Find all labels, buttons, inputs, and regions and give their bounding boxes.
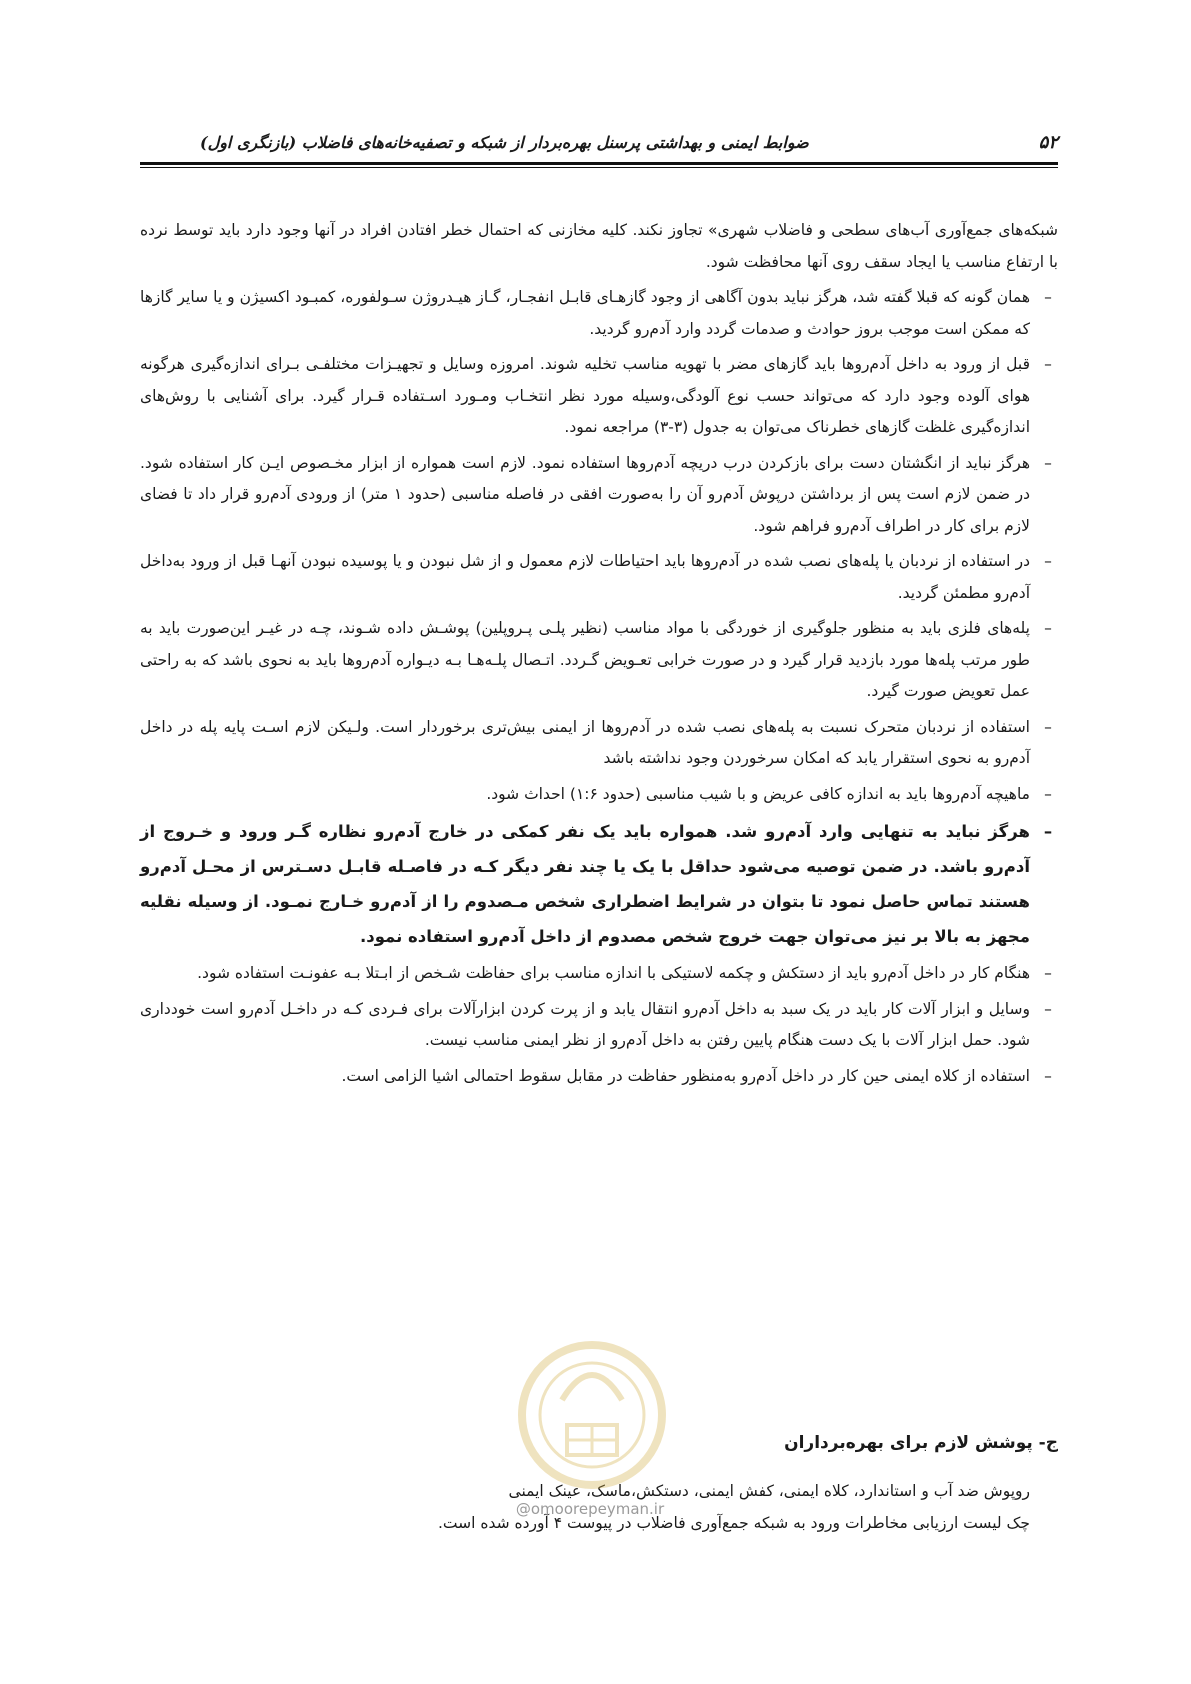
bullet-dash: – bbox=[1043, 822, 1053, 841]
list-item bbox=[140, 448, 1058, 543]
list-item bbox=[140, 1061, 1058, 1093]
watermark-logo bbox=[492, 1330, 692, 1500]
list-item-text: هنگام کار در داخل آدم‌رو باید از دستکش و چکمه لاستیکی با اندازه مناسب برای حفاظت شـخص از ابـتلا بـه عفونـت استفاده شود. bbox=[197, 964, 1030, 982]
safety-list bbox=[140, 282, 1058, 1092]
list-item bbox=[140, 546, 1058, 609]
section-line-checklist: چک لیست ارزیابی مخاطرات ورود به شبکه جمع‌آوری فاضلاب در پیوست ۴ آورده شده است. bbox=[438, 1513, 1030, 1532]
watermark-mark bbox=[562, 1375, 622, 1400]
body-text bbox=[140, 215, 1058, 1096]
bullet-dash: – bbox=[1044, 717, 1052, 736]
bullet-dash: – bbox=[1044, 453, 1052, 472]
list-item-text: همان گونه که قبلا گفته شد، هرگز نباید بدون آگاهی از وجود گازهـای قابـل انفجـار، گـاز هیـدروژن سـولفوره، کمبـود اکسیژن و یا سایر گازها که ممکن است موجب بروز حوادث و صدمات گردد وارد آدم‌رو گردید. bbox=[140, 288, 1030, 338]
page-number: ۵۲ bbox=[1038, 132, 1058, 153]
list-item-text: استفاده از نردبان متحرک نسبت به پله‌های نصب شده در آدم‌روها از ایمنی بیش‌تری برخوردار است. ولـیکن لازم اسـت پایه پله در داخل آدم‌رو به نحوی استقرار یابد که امکان سرخوردن وجود نداشته باشد bbox=[140, 717, 1030, 767]
running-header bbox=[140, 128, 1058, 158]
watermark-text: @omoorepeyman.ir bbox=[515, 1500, 665, 1518]
list-item-text: پله‌های فلزی باید به منظور جلوگیری از خوردگی با مواد مناسب (نظیر پلـی پـروپلین) پوشـش داده شـوند، چـه در غیـر این‌صورت باید به طور مرتب پله‌ها مورد بازدید قرار گیرد و در صورت خرابی تعـویض گـردد. اتـصال پلـه‌هـا بـه دیـواره آدم‌روها باید به نحوی باشد که به راحتی عمل تعویض صورت گیرد. bbox=[140, 619, 1030, 700]
list-item bbox=[140, 814, 1058, 954]
intro-paragraph: شبکه‌های جمع‌آوری آب‌های سطحی و فاضلاب شهری» تجاوز نکند. کلیه مخازنی که احتمال خطر افتادن افراد در آنها وجود دارد باید توسط نرده با ارتفاع مناسب یا ایجاد سقف روی آنها محافظت شود. bbox=[140, 221, 1058, 271]
bullet-dash: – bbox=[1044, 964, 1052, 982]
bullet-dash: – bbox=[1044, 999, 1052, 1018]
list-item bbox=[140, 994, 1058, 1057]
watermark-ring bbox=[522, 1345, 662, 1485]
header-title: ضوابط ایمنی و بهداشتی پرسنل بهره‌بردار از شبکه و تصفیه‌خانه‌های فاضلاب (بازنگری اول) bbox=[200, 133, 809, 152]
list-item-text: قبل از ورود به داخل آدم‌روها باید گازهای مضر با تهویه مناسب تخلیه شوند. امروزه وسایل و تجهیـزات مختلفـی بـرای اندازه‌گیری هرگونه هوای آلوده وجود دارد که می‌تواند حسب نوع آلودگی،وسیله مورد نظر انتخـاب ومـورد اسـتفاده قـرار گیرد. برای آشنایی با روش‌های اندازه‌گیری غلظت گازهای خطرناک می‌توان به جدول (۳-۳) مراجعه نمود. bbox=[140, 355, 1030, 436]
section-heading: ج- پوشش لازم برای بهره‌برداران bbox=[784, 1433, 1058, 1453]
list-item-text: وسایل و ابزار آلات کار باید در یک سبد به داخل آدم‌رو انتقال یابد و از پرت کردن ابزارآلات برای فـردی کـه در داخـل آدم‌رو است خودداری شود. حمل ابزار آلات با یک دست هنگام پایین رفتن به داخل آدم‌رو از نظر ایمنی مناسب نیست. bbox=[140, 999, 1030, 1049]
list-item bbox=[140, 958, 1058, 990]
header-rule-thin bbox=[140, 167, 1058, 168]
list-item bbox=[140, 779, 1058, 811]
bullet-dash: – bbox=[1044, 1066, 1052, 1085]
section-line-equipment: روپوش ضد آب و استاندارد، کلاه ایمنی، کفش ایمنی، دستکش،ماسک، عینک ایمنی bbox=[508, 1482, 1030, 1500]
list-item bbox=[140, 349, 1058, 444]
bullet-dash: – bbox=[1044, 552, 1052, 570]
list-item bbox=[140, 613, 1058, 708]
list-item-text: هرگز نباید از انگشتان دست برای بازکردن درب دریچه آدم‌روها استفاده نمود. لازم است همواره از ابزار مخـصوص ایـن کار استفاده شود. در ضمن لازم است پس از برداشتن درپوش آدم‌رو آن را به‌صورت افقی در فاصله مناسبی (حدود ۱ متر) از ورودی آدم‌رو قرار داد تا فضای لازم برای کار در اطراف آدم‌رو فراهم شود. bbox=[140, 453, 1030, 535]
bullet-dash: – bbox=[1044, 288, 1052, 306]
list-item-text: استفاده از کلاه ایمنی حین کار در داخل آدم‌رو به‌منظور حفاظت در مقابل سقوط احتمالی اشیا الزامی است. bbox=[341, 1066, 1030, 1085]
bullet-dash: – bbox=[1044, 784, 1052, 803]
list-item-text: ماهیچه آدم‌روها باید به اندازه کافی عریض و با شیب مناسبی (حدود ۱:۶) احداث شود. bbox=[486, 784, 1030, 803]
list-item-text: هرگز نباید به تنهایی وارد آدم‌رو شد. همواره باید یک نفر کمکی در خارج آدم‌رو نظاره گـر ورود و خـروج از آدم‌رو باشد. در ضمن توصیه می‌شود حداقل با یک یا چند نفر دیگر کـه در فاصـله قابـل دسـترس از محـل آدم‌رو هستند تماس حاصل نمود تا بتوان در شرایط اضطراری شخص مـصدوم را از آدم‌رو خـارج نمـود. از وسیله نقلیه مجهز به بالا بر نیز می‌توان جهت خروج شخص مصدوم از داخل آدم‌رو استفاده نمود. bbox=[140, 822, 1030, 946]
list-item-text: در استفاده از نردبان یا پله‌های نصب شده در آدم‌روها باید احتیاطات لازم معمول و از شل نبودن و یا پوسیده نبودن آنهـا قبل از ورود به‌داخل آدم‌رو مطمئن گردید. bbox=[140, 552, 1030, 602]
bullet-dash: – bbox=[1044, 619, 1052, 637]
header-rule bbox=[140, 162, 1058, 165]
list-item bbox=[140, 282, 1058, 345]
bullet-dash: – bbox=[1044, 355, 1052, 373]
list-item bbox=[140, 712, 1058, 775]
